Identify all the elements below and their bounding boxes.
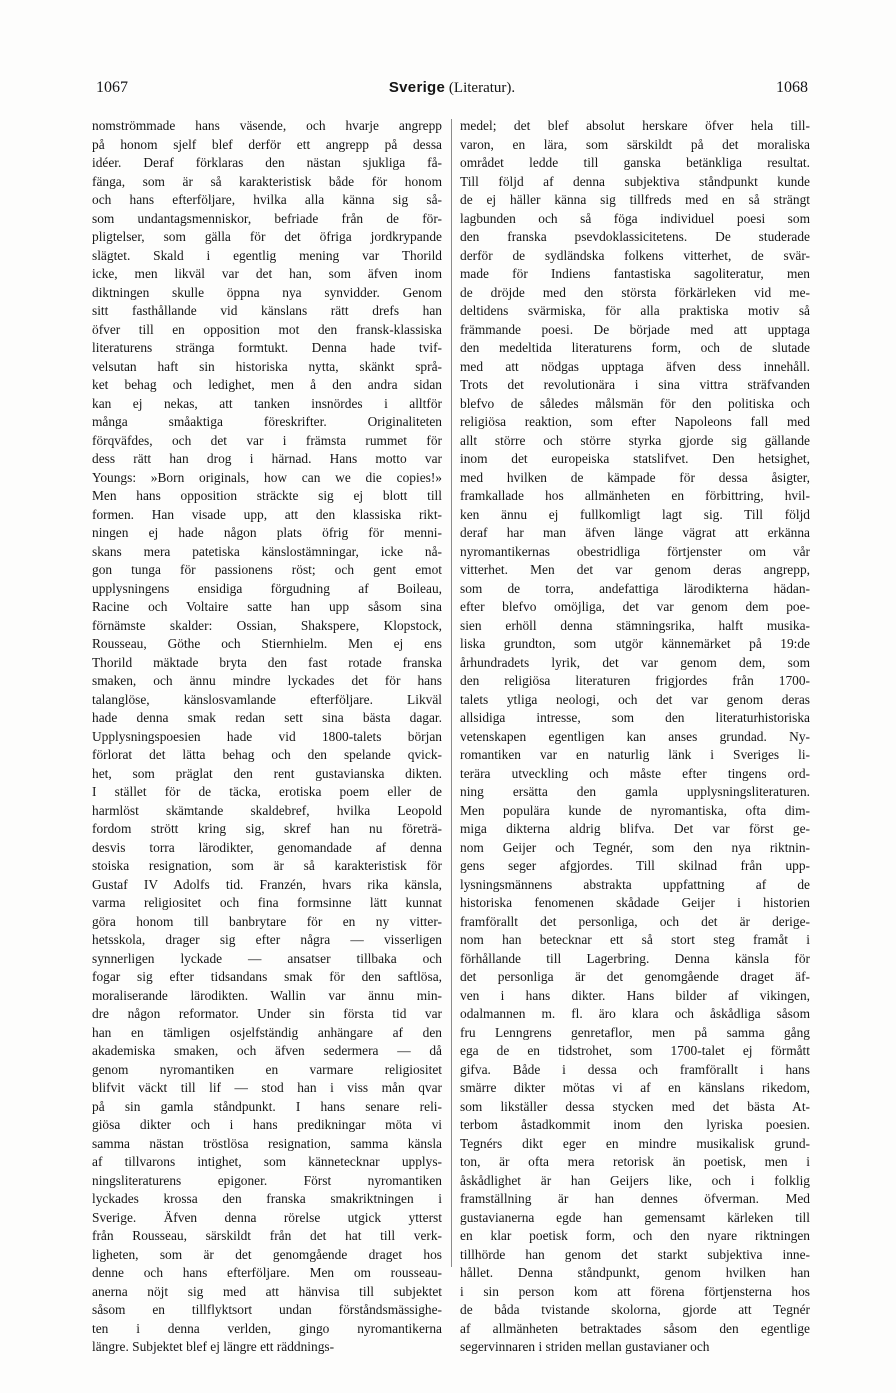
text-line: talanglöse, känslosvamlande efterföljare. Likväl xyxy=(92,691,442,707)
text-line: dess rätt han drog i härnad. Hans motto var xyxy=(92,451,442,466)
text-line: på sin gamla ståndpunkt. I hans senare reli- xyxy=(92,1098,442,1114)
text-line: Men populära kunde de nyromantiska, ofta dim- xyxy=(460,802,810,818)
text-line: het, som präglat den rent gustavianska dikten. xyxy=(92,765,442,781)
text-line: allt större och större styrka gjorde sig gällande xyxy=(460,432,810,448)
text-line: denne och hans efterföljare. Men om rousseau- xyxy=(92,1265,442,1280)
text-line: Sverige. Äfven denna rörelse utgick ytterst xyxy=(92,1209,442,1225)
right-column xyxy=(460,117,810,1357)
text-line: Till följd af denna subjektiva ståndpunkt kunde xyxy=(460,173,810,189)
text-line: det personliga är det genomgående draget äf- xyxy=(460,969,810,984)
text-line: upplysningens ensidiga förgudning af Boileau, xyxy=(92,580,442,596)
text-line: förlorat det lätta behag och den spelande qvick- xyxy=(92,747,442,762)
text-line: århundradets lyrik, det var genom dem, som xyxy=(460,654,810,670)
text-line: vetenskapen egentligen kan anses grundad. Ny- xyxy=(460,728,810,744)
text-line: blefvo de således målsmän för den politiska och xyxy=(460,395,810,411)
text-line: hållet. Denna ståndpunkt, genom hvilken han xyxy=(460,1265,810,1280)
text-line: giösa dikter och i hans predikningar möta vi xyxy=(92,1117,442,1132)
text-line: hade denna smak redan sett sina bästa dagar. xyxy=(92,710,442,725)
text-line: ningsliteraturens epigoner. Först nyromantiken xyxy=(92,1172,442,1188)
text-line: talets ytliga neologi, och det var genom deras xyxy=(460,691,810,707)
text-line: Racine och Voltaire satte han upp såsom sina xyxy=(92,599,442,614)
text-line: längre. Subjektet blef ej längre ett räddnings- xyxy=(92,1339,335,1354)
text-line: Youngs: »Born originals, how can we die copies!» xyxy=(92,469,442,485)
text-line: med att nödgas upptaga äfven dess innehåll. xyxy=(460,358,810,374)
text-line: romantiken var en naturlig länk i Sveriges li- xyxy=(460,747,810,762)
text-line: ven i hans dikter. Hans bilder af vikingen, xyxy=(460,987,810,1003)
text-line: odalmannen m. fl. äro klara och åskådliga såsom xyxy=(460,1006,810,1021)
text-line: samma nästan tröstlösa resignation, samma känsla xyxy=(92,1135,442,1151)
text-line: akademiska smaken, och äfven sedermera — då xyxy=(92,1043,442,1058)
text-line: såsom en tillflyktsort undan förståndsmässighe- xyxy=(92,1302,442,1317)
text-line: vitterhet. Men det var genom deras angrepp, xyxy=(460,562,810,577)
text-line: segervinnaren i striden mellan gustavianer och xyxy=(460,1339,710,1354)
text-line: området ledde till ganska betänkliga resultat. xyxy=(460,155,810,170)
text-line: synnerligen lyckade — ansatser tillbaka och xyxy=(92,950,442,966)
text-line: af tillvarons intighet, som kännetecknar upplys- xyxy=(92,1154,442,1169)
text-line: Gustaf IV Adolfs tid. Franzén, hvars rika känsla, xyxy=(92,876,442,892)
text-line: efter blefvo omöjliga, det var genom dem poe- xyxy=(460,599,810,614)
text-line: varon, en lära, som särskildt på det moraliska xyxy=(460,136,810,152)
text-line: terbom åstadkommit inom den lyriska poesien. xyxy=(460,1117,810,1132)
text-line: ningen ej hade någon plats öfrig för menni- xyxy=(92,525,442,540)
text-line: dre någon reformator. Under sin första tid var xyxy=(92,1006,442,1021)
text-line: i sin person kom att förena förtjensterna hos xyxy=(460,1283,810,1299)
text-line: den medeltida literaturens form, och de slutade xyxy=(460,340,810,355)
text-line: sien erhöll denna stämningsrika, halft musika- xyxy=(460,617,810,633)
running-title xyxy=(96,79,808,97)
text-line: varma religiositet och fina formsinne lätt kunnat xyxy=(92,895,442,910)
text-line: Tegnérs dikt eger en mindre musikalisk grund- xyxy=(460,1135,810,1151)
text-line: som likställer dessa stycken med det bästa At- xyxy=(460,1098,810,1114)
text-line: de båda tvistande skolorna, gjorde att Tegnér xyxy=(460,1302,810,1317)
text-line: moraliserande lärodikten. Wallin var ännu min- xyxy=(92,987,442,1003)
text-line: åskådlighet är han Geijers like, och i folklig xyxy=(460,1172,810,1188)
text-line: inom det europeiska statslifvet. Den hetsighet, xyxy=(460,451,810,466)
text-line: göra honom till banbrytare för en ny vitter- xyxy=(92,913,442,929)
text-line: nomströmmade hans väsende, och hvarje angrepp xyxy=(92,118,442,133)
text-line: smaken, och ännu mindre lyckades det för hans xyxy=(92,673,442,688)
text-line: förhållande till Lagerbring. Denna känsla för xyxy=(460,950,810,966)
text-line: idéer. Deraf förklaras den nästan sjukliga få- xyxy=(92,155,442,170)
text-line: den religiösa literaturen frigjordes från 1700- xyxy=(460,673,810,688)
text-line: formen. Han visade upp, att den klassiska rikt- xyxy=(92,506,442,522)
text-line: framförallt det personliga, och det är derige- xyxy=(460,913,810,929)
text-line: velsutan haft sin historiska nytta, skänkt språ- xyxy=(92,358,442,374)
text-line: ten i denna verlden, gingo nyromantikerna xyxy=(92,1320,442,1336)
text-line: smärre dikter mötas vi af en känslans rikedom, xyxy=(460,1080,810,1095)
text-line: lyckades krossa den franska smakriktningen i xyxy=(92,1191,442,1206)
text-line: med hvilken de kämpade för dessa åsigter, xyxy=(460,469,810,485)
text-line: en klar poetisk form, och den nyare riktningen xyxy=(460,1228,810,1243)
text-line: ning ersätta den gamla upplysningsliteraturen. xyxy=(460,784,810,799)
text-line: medel; det blef absolut herskare öfver hela till- xyxy=(460,118,810,133)
text-line: tillhörde han genom det starkt subjektiva inne- xyxy=(460,1246,810,1262)
text-line: gens seger afgjordes. Till skilnad från upp- xyxy=(460,858,810,873)
text-line: de ej häller känna sig tillfreds med en så strängt xyxy=(460,192,810,207)
text-line: fru Lenngrens genretaflor, men på samma gång xyxy=(460,1024,810,1040)
text-line: blifvit väckt till lif — stod han i viss mån qvar xyxy=(92,1080,442,1095)
text-line: historiska fenomenen skådade Geijer i historien xyxy=(460,895,810,910)
text-line: icke, men likväl var det han, som äfven inom xyxy=(92,266,442,281)
text-line: öfver till en opposition mot den fransk-klassiska xyxy=(92,321,442,337)
text-line: från Rousseau, särskildt från det hat till verk- xyxy=(92,1228,442,1243)
text-line: anerna nöjt sig med att hänvisa till subjektet xyxy=(92,1283,442,1299)
text-line: af allmänheten betraktades såsom den egentlige xyxy=(460,1320,810,1336)
text-line: främmande poesi. De började med att upptaga xyxy=(460,321,810,337)
text-line: stoiska resignation, som är så karakteristisk för xyxy=(92,858,442,873)
text-line: många småaktiga föreskrifter. Originaliteten xyxy=(92,414,442,429)
text-line: liska grundton, som utgör kännemärket på 19:de xyxy=(460,636,810,651)
text-line: som de torra, andefattiga lärodikterna hädan- xyxy=(460,580,810,596)
text-line: fordom strött kring sig, skref han nu företrä- xyxy=(92,821,442,836)
text-line: han en tämligen osjelfständig anhängare af den xyxy=(92,1024,442,1040)
text-line: lagbunden och så föga individuel poesi som xyxy=(460,210,810,226)
text-line: som undantagsmenniskor, befriade från de för- xyxy=(92,210,442,226)
text-line: sitt fasthållande vid känslans rätt drefs han xyxy=(92,303,442,318)
text-line: deraf har man äfven länge vägrat att erkänna xyxy=(460,525,810,540)
text-line: gifva. Både i dessa och framförallt i hans xyxy=(460,1061,810,1077)
text-line: Trots det revolutionära i sina vittra sträfvanden xyxy=(460,377,810,392)
text-line: made för Indiens fantastiska sagoliteratur, men xyxy=(460,266,810,281)
text-line: deltidens svärmiska, för alla praktiska motiv så xyxy=(460,303,810,318)
text-line: framställning är han dennes öfverman. Med xyxy=(460,1191,810,1206)
text-line: diktningen skulle öppna nya synvidder. Genom xyxy=(92,284,442,300)
text-line: ega de en tidstrohet, som 1700-talet ej förmått xyxy=(460,1043,810,1058)
text-line: och hans efterföljare, hvilka alla känna sig så- xyxy=(92,192,442,207)
text-line: förqväfdes, och det var i främsta rummet för xyxy=(92,432,442,448)
text-line: derför de sydländska folkens vitterhet, de svär- xyxy=(460,247,810,263)
text-line: ket behag och ledighet, men å den andra sidan xyxy=(92,377,442,392)
text-line: allsidiga intresse, som den literaturhistoriska xyxy=(460,710,810,725)
text-line: gustavianerna egde han gemensamt kärleken till xyxy=(460,1209,810,1225)
text-line: de dröjde med den största förkärleken vid me- xyxy=(460,284,810,300)
text-line: lysningsmännens abstrakta uppfattning af de xyxy=(460,876,810,892)
text-line: Upplysningspoesien hade vid 1800-talets början xyxy=(92,728,442,744)
text-line: Men hans opposition sträckte sig ej blott till xyxy=(92,488,442,503)
text-line: nom Geijer och Tegnér, som den nya riktnin- xyxy=(460,839,810,855)
text-line: den franska psevdoklassicitetens. De studerade xyxy=(460,229,810,244)
text-line: slägtet. Skald i egentlig mening var Thorild xyxy=(92,247,442,263)
text-line: förnämste skalder: Ossian, Shakspere, Klopstock, xyxy=(92,617,442,633)
text-line: på honom sjelf blef derför ett angrepp på dessa xyxy=(92,136,442,152)
text-line: harmlöst skämtande skaldebref, hvilka Leopold xyxy=(92,802,442,818)
text-line: desvis torra lärodikter, genomandade af denna xyxy=(92,839,442,855)
column-rule xyxy=(451,119,452,1267)
text-line: I stället för de täcka, erotiska poem eller de xyxy=(92,784,442,799)
text-line: terära utveckling och måste efter tingens ord- xyxy=(460,765,810,781)
text-line: religiösa reaktion, som efter Napoleons fall med xyxy=(460,414,810,429)
text-line: ligheten, som är det genomgående draget hos xyxy=(92,1246,442,1262)
text-line: skans mera patetiska känslostämningar, icke nå- xyxy=(92,543,442,559)
text-line: fogar sig efter tidsandans smak för den saftlösa, xyxy=(92,969,442,984)
text-line: ton, är ofta mera retorisk än poetisk, men i xyxy=(460,1154,810,1169)
running-header xyxy=(96,79,808,103)
text-line: Rousseau, Göthe och Stiernhielm. Men ej ens xyxy=(92,636,442,651)
text-line: miga dikterna aldrig blifva. Det var först ge- xyxy=(460,821,810,836)
text-line: pligtelser, som gälla för det öfriga jordkrypande xyxy=(92,229,442,244)
text-line: Thorild mäktade bryta den fast rotade franska xyxy=(92,654,442,670)
page-number-left: 1067 xyxy=(96,79,128,96)
text-line: nyromantikernas obestridliga förtjenster om vår xyxy=(460,543,810,559)
text-line: fänga, som är så karakteristisk både för honom xyxy=(92,173,442,189)
running-title-keyword: Sverige xyxy=(388,79,446,96)
text-line: nom han betecknar ett så stort steg framåt i xyxy=(460,932,810,947)
text-line: literaturens stränga formtukt. Denna hade tvif- xyxy=(92,340,442,355)
running-title-subject: (Literatur). xyxy=(445,80,516,96)
text-line: ken ännu ej fullkomligt lagt sig. Till följd xyxy=(460,506,810,522)
page-number-right: 1068 xyxy=(776,79,808,96)
text-line: kan ej nekas, att tanken insnördes i alltför xyxy=(92,395,442,411)
text-line: framkallade hos allmänheten en förbittring, hvil- xyxy=(460,488,810,503)
text-line: genom nyromantiken en varmare religiositet xyxy=(92,1061,442,1077)
left-column xyxy=(92,117,442,1357)
text-line: gon tunga för passionens röst; och gent emot xyxy=(92,562,442,577)
text-line: hetsskola, drager sig efter några — visserligen xyxy=(92,932,442,947)
